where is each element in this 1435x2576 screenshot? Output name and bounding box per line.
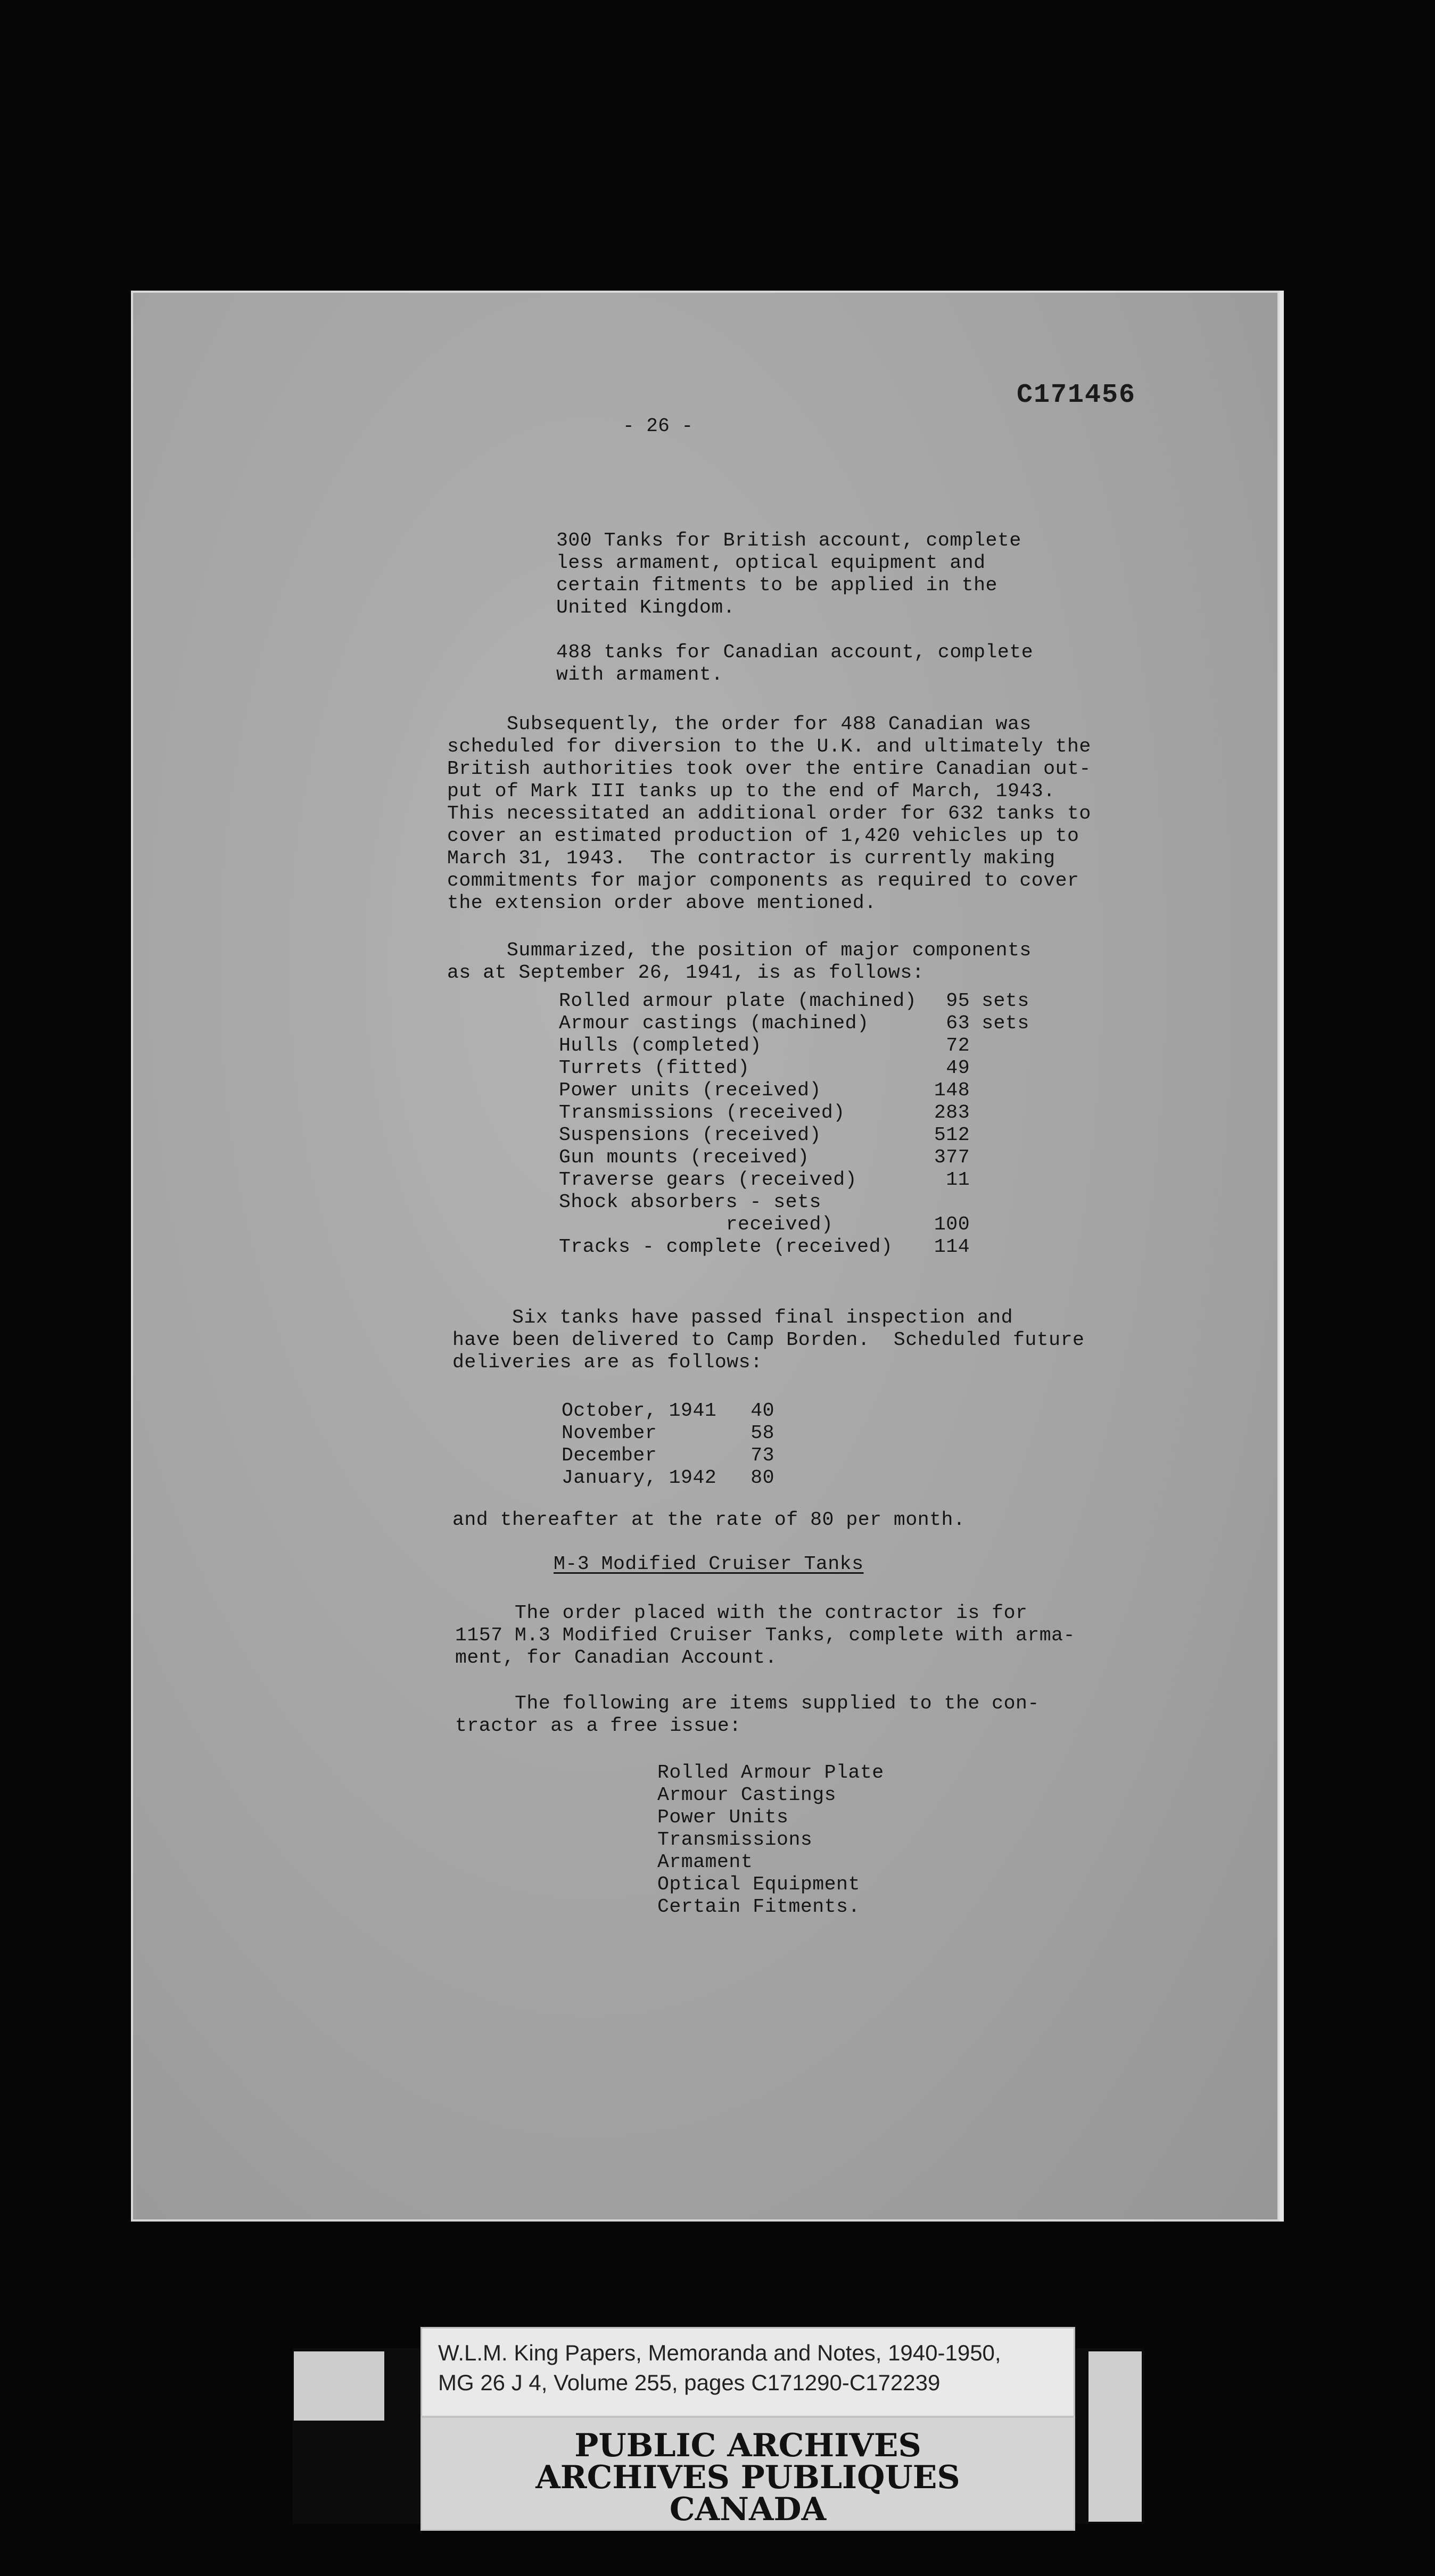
component-qty: 148 [934,1079,970,1101]
component-row [559,1236,1029,1258]
component-item: Hulls (completed) [559,1035,762,1056]
component-qty: 95 [946,990,970,1012]
component-qty: 100 [934,1213,970,1235]
component-row [559,990,1029,1012]
component-item: Turrets (fitted) [559,1057,750,1079]
delivery-qty: 73 [751,1444,774,1466]
free-issue-item: Transmissions [657,1829,813,1851]
components-table [559,990,1029,1258]
paragraph-summarized: Summarized, the position of major components as at September 26, 1941, is as follows: [447,939,1032,984]
delivery-month: October, 1941 [562,1400,717,1422]
component-row [559,1012,1029,1035]
free-issue-item: Power Units [657,1806,789,1828]
deliveries-table [562,1400,774,1489]
paragraph-following-items: The following are items supplied to the con- tractor as a free issue: [455,1692,1040,1737]
archive-label-line-2: MG 26 J 4, Volume 255, pages C171290-C172239 [438,2370,941,2395]
component-row [559,1079,1029,1102]
paragraph-british-account: 300 Tanks for British account, complete less armament, optical equipment and certain fitments to be applied in the United Kingdom. [556,530,1021,618]
component-item: Rolled armour plate (machined) [559,990,917,1012]
free-issue-item: Optical Equipment [657,1873,860,1895]
component-unit [970,1057,1029,1079]
label-tab-right [1088,2351,1142,2522]
component-item: Traverse gears (received) [559,1169,857,1191]
archive-reference-label [420,2327,1075,2417]
delivery-row [562,1467,774,1489]
archives-stamp [420,2416,1075,2531]
component-item: Transmissions (received) [559,1102,845,1124]
component-row [559,1146,1029,1169]
component-item: received) [559,1213,834,1235]
component-item: Tracks - complete (received) [559,1236,893,1258]
paragraph-thereafter: and thereafter at the rate of 80 per month. [452,1509,966,1531]
component-unit: sets [982,1012,1029,1034]
delivery-qty: 40 [751,1400,774,1422]
component-qty: 72 [946,1035,970,1056]
free-issue-item: Armament [657,1851,753,1873]
stamp-line-1: PUBLIC ARCHIVES [574,2427,921,2464]
component-item: Shock absorbers - sets [559,1191,821,1213]
component-unit: sets [982,990,1029,1012]
component-qty: 63 [946,1012,970,1034]
delivery-row [562,1422,774,1444]
component-qty: 49 [946,1057,970,1079]
component-item: Armour castings (machined) [559,1012,869,1034]
component-row [559,1191,1029,1213]
component-unit [970,1124,1029,1146]
component-unit [970,1102,1029,1124]
delivery-month: November [562,1422,657,1444]
component-item: Suspensions (received) [559,1124,821,1146]
paragraph-order-placed: The order placed with the contractor is for 1157 M.3 Modified Cruiser Tanks, complete with arma- ment, for Canadian Account. [455,1602,1075,1669]
component-unit [970,1213,1029,1236]
component-item: Power units (received) [559,1079,821,1101]
paragraph-six-tanks: Six tanks have passed final inspection and have been delivered to Camp Borden. Scheduled future deliveries are as follows: [452,1307,1085,1373]
component-row [559,1169,1029,1191]
component-row [559,1102,1029,1124]
free-issue-list [657,1762,884,1918]
section-heading: M-3 Modified Cruiser Tanks [554,1553,864,1575]
component-row [559,1124,1029,1146]
component-qty: 114 [934,1236,970,1258]
component-unit [970,1191,1029,1213]
component-qty [917,1191,970,1213]
component-row [559,1035,1029,1057]
document-id: C171456 [1017,380,1136,410]
component-unit [970,1236,1029,1258]
component-qty: 377 [934,1146,970,1168]
component-qty: 11 [946,1169,970,1191]
delivery-row [562,1444,774,1467]
document-page [133,293,1277,2219]
component-qty: 283 [934,1102,970,1124]
component-unit [970,1035,1029,1057]
component-qty: 512 [934,1124,970,1146]
delivery-month: January, 1942 [562,1467,717,1489]
delivery-row [562,1400,774,1422]
delivery-qty: 80 [751,1467,774,1489]
stamp-line-3: CANADA [669,2491,827,2528]
paragraph-canadian-account: 488 tanks for Canadian account, complete with armament. [556,641,1034,686]
component-unit [970,1169,1029,1191]
component-item: Gun mounts (received) [559,1146,810,1168]
component-unit [970,1079,1029,1102]
delivery-month: December [562,1444,657,1466]
free-issue-item: Certain Fitments. [657,1896,860,1918]
free-issue-item: Armour Castings [657,1784,837,1806]
free-issue-item: Rolled Armour Plate [657,1762,884,1784]
page-number: - 26 - [623,415,694,437]
component-row [559,1213,1029,1236]
paragraph-subsequently: Subsequently, the order for 488 Canadian was scheduled for diversion to the U.K. and ultimately the British authorities took over the entire Canadian out- put of Mark III tanks up to the end of March, 1943. This necessitated an additional order for 632 tanks to cover an estimated production of 1,420 vehicles up to March 31, 1943. The contractor is currently making commitments for major components as required to cover the extension order above mentioned. [447,713,1091,914]
component-row [559,1057,1029,1079]
stamp-line-2: ARCHIVES PUBLIQUES [535,2459,960,2496]
component-unit [970,1146,1029,1169]
archive-label-line-1: W.L.M. King Papers, Memoranda and Notes, 1940-1950, [438,2340,1001,2365]
label-tab-left [294,2351,384,2421]
delivery-qty: 58 [751,1422,774,1444]
